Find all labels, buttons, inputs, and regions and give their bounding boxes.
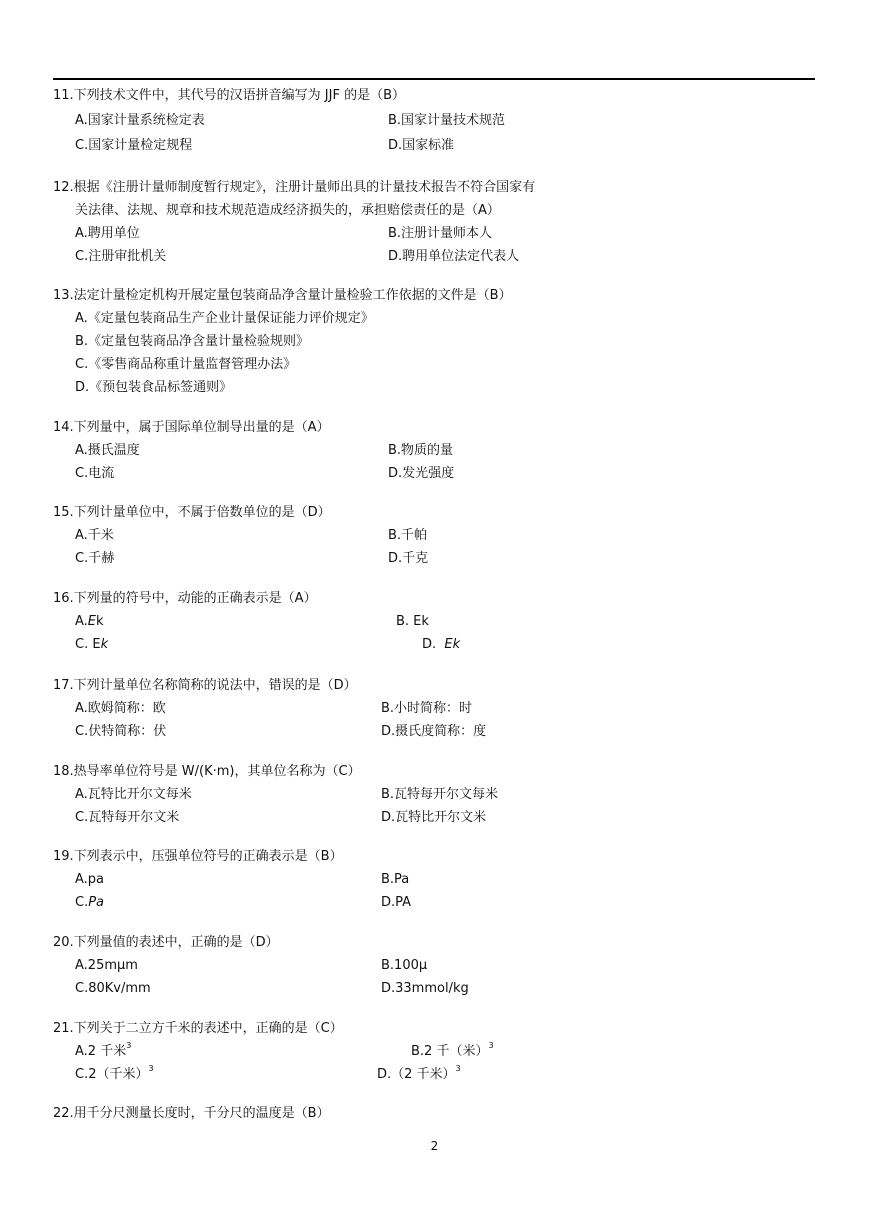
question-stem: 11.下列技术文件中，其代号的汉语拼音编写为 JJF 的是（B） [53,88,406,103]
option-d: D.摄氏度简称：度 [381,724,487,739]
option-d: D.千克 [388,551,429,566]
option-a: A.欧姆简称：欧 [75,701,166,716]
question-stem: 13.法定计量检定机构开展定量包装商品净含量计量检验工作依据的文件是（B） [53,288,512,303]
question-19 [53,845,813,914]
option-a: A.pa [75,872,105,887]
option-a: A.瓦特比开尔文每米 [75,787,192,802]
question-stem: 16.下列量的符号中，动能的正确表示是（A） [53,591,317,606]
option-c: C.Pa [75,895,105,910]
option-b: B. Ek [396,614,429,629]
option-d: D.国家标准 [388,138,455,153]
option-c: C.80Kv/mm [75,981,151,996]
option-b: B.100μ [381,958,428,973]
option-a: A.25mμm [75,958,138,973]
question-12 [53,176,813,268]
option-c: C.千赫 [75,551,115,566]
question-stem: 19.下列表示中，压强单位符号的正确表示是（B） [53,849,343,864]
option-c: C.注册审批机关 [75,249,167,264]
option-a: A.《定量包装商品生产企业计量保证能力评价规定》 [75,311,374,326]
option-c: C.国家计量检定规程 [75,138,193,153]
header-rule [53,78,815,80]
option-a: A.Ek [75,614,104,629]
question-stem [53,176,813,222]
option-d: D.（2 千米）$^3$ [377,1064,461,1082]
option-d: D. Ek [422,637,461,652]
option-a: A.国家计量系统检定表 [75,113,205,128]
question-15 [53,501,813,570]
question-stem: 21.下列关于二立方千米的表述中，正确的是（C） [53,1021,343,1036]
option-b: B.千帕 [388,528,428,543]
question-20 [53,931,813,1000]
option-c: C.瓦特每开尔文米 [75,810,180,825]
option-d: D.PA [381,895,412,910]
option-d: D.33mmol/kg [381,981,469,996]
option-d: D.聘用单位法定代表人 [388,249,520,264]
option-c: C.电流 [75,466,115,481]
option-d: D.瓦特比开尔文米 [381,810,487,825]
question-17 [53,674,813,743]
option-b: B.2 千（米）$^3$ [411,1041,494,1059]
option-c: C.伏特简称：伏 [75,724,167,739]
question-11 [53,84,813,157]
option-a: A.摄氏温度 [75,443,140,458]
option-b: B.瓦特每开尔文每米 [381,787,499,802]
question-18 [53,760,813,829]
option-d: D.发光强度 [388,466,455,481]
option-a: A.千米 [75,528,114,543]
question-16 [53,587,813,656]
option-b: B.国家计量技术规范 [388,113,506,128]
option-b: B.Pa [381,872,410,887]
question-14 [53,416,813,485]
question-stem: 14.下列量中，属于国际单位制导出量的是（A） [53,420,330,435]
option-b: B.物质的量 [388,443,454,458]
option-c: C.《零售商品称重计量监督管理办法》 [75,357,297,372]
option-a: A.2 千米$^3$ [75,1041,132,1059]
option-d: D.《预包装食品标签通则》 [75,380,233,395]
option-c: C.2（千米）$^3$ [75,1064,154,1082]
page-number: 2 [430,1139,439,1153]
option-b: B.小时简称：时 [381,701,473,716]
question-stem-line1: 12.根据《注册计量师制度暂行规定》，注册计量师出具的计量技术报告不符合国家有 [53,180,536,195]
option-c: C. Ek [75,637,109,652]
question-21 [53,1017,813,1086]
question-stem: 18.热导率单位符号是 W/(K·m)，其单位名称为（C） [53,764,361,779]
option-b: B.注册计量师本人 [388,226,493,241]
option-a: A.聘用单位 [75,226,140,241]
question-stem: 15.下列计量单位中，不属于倍数单位的是（D） [53,505,331,520]
question-stem: 22.用千分尺测量长度时，千分尺的温度是（B） [53,1106,330,1121]
question-stem: 17.下列计量单位名称简称的说法中，错误的是（D） [53,678,357,693]
question-22 [53,1102,813,1125]
question-13 [53,284,813,399]
question-stem: 20.下列量值的表述中，正确的是（D） [53,935,279,950]
option-b: B.《定量包装商品净含量计量检验规则》 [75,334,310,349]
question-stem-line2: 关法律、法规、规章和技术规范造成经济损失的，承担赔偿责任的是（A） [75,203,500,218]
